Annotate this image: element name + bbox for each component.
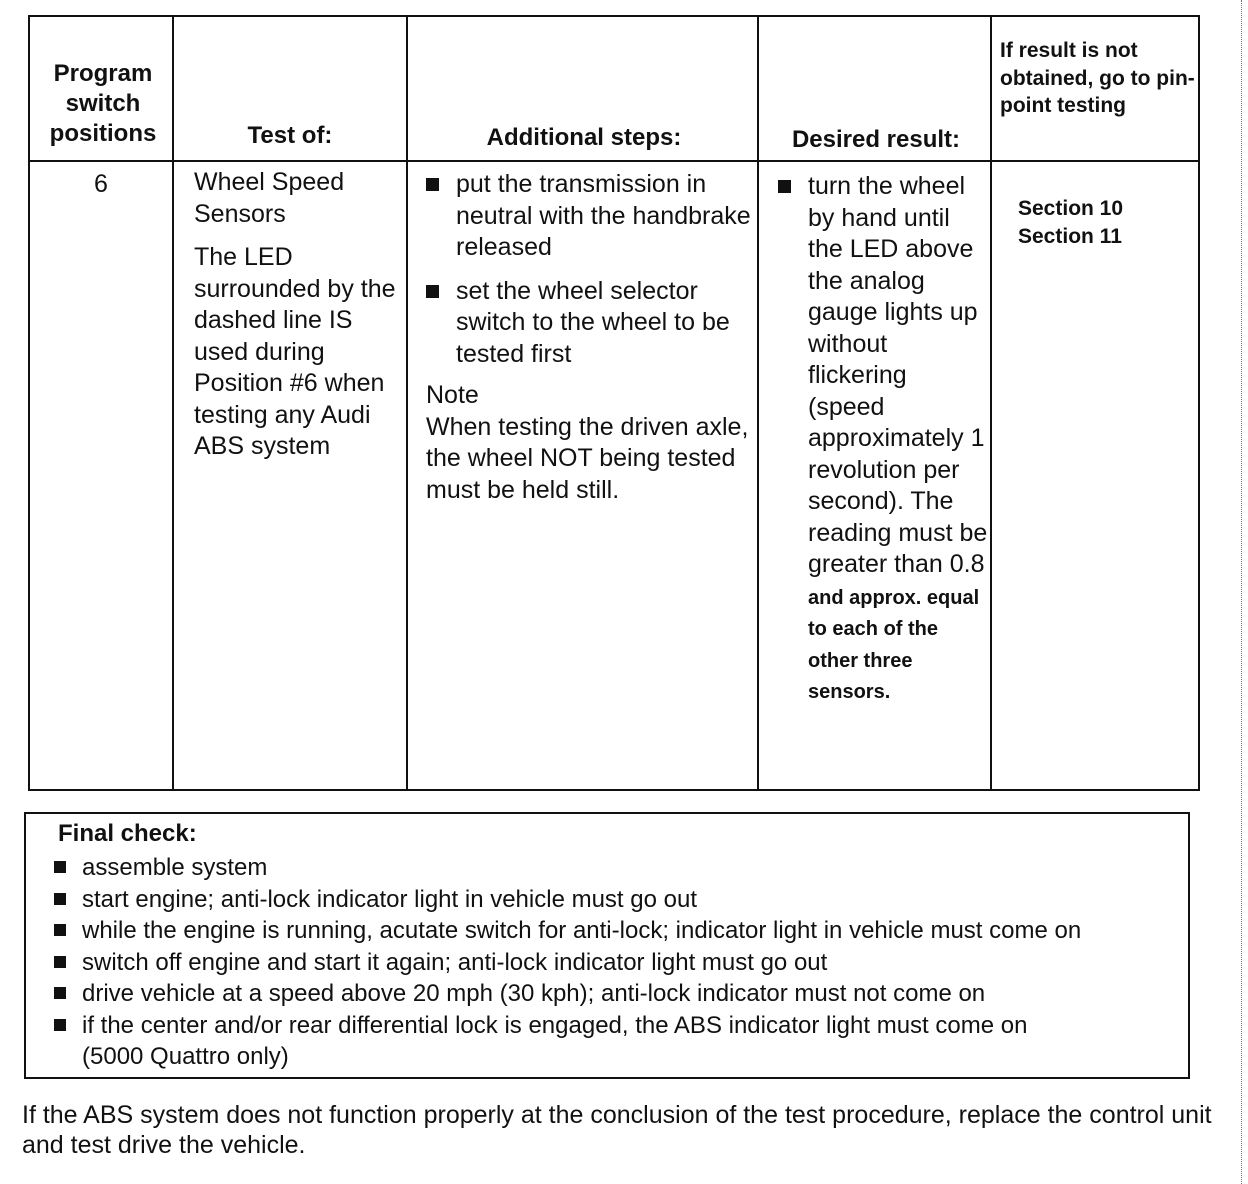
final-check-item [54, 1010, 1081, 1042]
column-divider [172, 17, 174, 789]
footer-note: If the ABS system does not function properly at the conclusion of the test procedure, replace the control unit and test drive the vehicle. [22, 1101, 1212, 1159]
final-check-box [24, 812, 1190, 1079]
header-test-of: Test of: [247, 122, 333, 149]
page-edge [1241, 0, 1248, 1184]
header-pinpoint-testing: If result is not obtained, go to pin-point testing [1000, 39, 1195, 117]
program-position: 6 [94, 170, 108, 198]
square-bullet-icon [778, 180, 791, 193]
square-bullet-icon [54, 987, 66, 999]
final-check-item [54, 884, 1081, 916]
final-check-text: start engine; anti-lock indicator light in vehicle must go out [82, 885, 697, 913]
final-check-text: if the center and/or rear differential lock is engaged, the ABS indicator light must come on [82, 1011, 1028, 1039]
square-bullet-icon [54, 924, 66, 936]
final-check-text: switch off engine and start it again; anti-lock indicator light must go out [82, 948, 828, 976]
test-of-note: The LED surrounded by the dashed line IS used during Position #6 when testing any Audi ABS system [194, 243, 396, 460]
column-divider [757, 17, 759, 789]
desired-main-text: turn the wheel by hand until the LED above the analog gauge lights up without flickering (speed approximately 1 revolution per second). The reading must be greater than 0.8 [808, 172, 988, 578]
final-check-item [54, 852, 1081, 884]
square-bullet-icon [426, 178, 439, 191]
step-item [426, 169, 756, 264]
final-check-item [54, 978, 1081, 1010]
final-check-text: assemble system [82, 854, 268, 881]
desired-item [778, 171, 990, 707]
note-label: Note [426, 381, 479, 409]
square-bullet-icon [54, 893, 66, 905]
square-bullet-icon [426, 285, 439, 298]
square-bullet-icon [54, 956, 66, 968]
column-divider [990, 17, 992, 789]
section-link: Section 11 [1018, 225, 1122, 248]
step-text: set the wheel selector switch to the wheel to be tested first [456, 276, 730, 368]
step-text: put the transmission in neutral with the handbrake released [456, 170, 751, 261]
final-check-item [54, 947, 1081, 979]
additional-steps-cell [426, 169, 756, 506]
header-additional-steps: Additional steps: [486, 124, 682, 151]
test-of-title: Wheel Speed Sensors [194, 168, 345, 228]
column-divider [406, 17, 408, 789]
final-check-list [54, 852, 1081, 1073]
final-check-title: Final check: [58, 820, 197, 847]
note-text: When testing the driven axle, the wheel NOT being tested must be held still. [426, 412, 749, 504]
desired-small-text: and approx. equal to each of the other three sensors. [808, 586, 980, 703]
final-check-text: (5000 Quattro only) [82, 1043, 289, 1070]
final-check-item [54, 915, 1081, 947]
step-item [426, 276, 756, 371]
final-check-text: drive vehicle at a speed above 20 mph (30 kph); anti-lock indicator must not come on [82, 980, 986, 1007]
final-check-text: while the engine is running, acutate switch for anti-lock; indicator light in vehicle must come on [82, 917, 1082, 944]
pinpoint-sections [1018, 195, 1123, 251]
test-of-cell [194, 167, 404, 463]
test-table [28, 15, 1200, 791]
desired-result-cell [778, 171, 990, 707]
header-divider [30, 160, 1198, 162]
header-desired-result: Desired result: [791, 126, 961, 153]
square-bullet-icon [54, 861, 66, 873]
header-program-switch: Program switch positions [49, 60, 157, 147]
final-check-item-continuation [54, 1041, 1081, 1073]
section-link: Section 10 [1018, 197, 1124, 220]
square-bullet-icon [54, 1019, 66, 1031]
